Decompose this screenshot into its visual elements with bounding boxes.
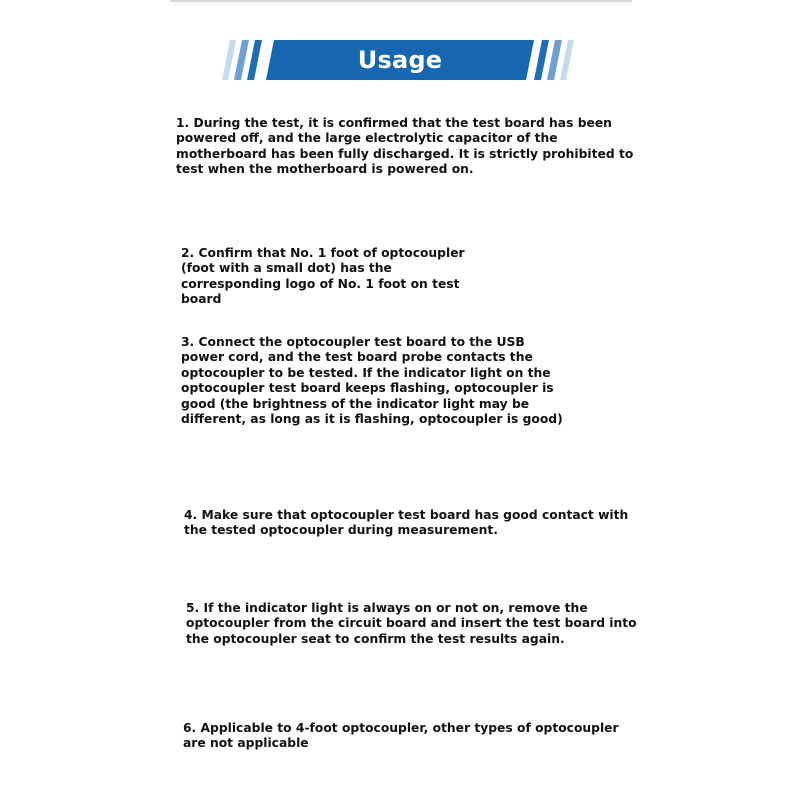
usage-banner	[222, 40, 578, 80]
step-6-text: 6. Applicable to 4-foot optocoupler, other types of optocoupler are not applicable	[183, 721, 619, 751]
page-title: Usage	[357, 46, 443, 74]
top-divider	[170, 0, 632, 2]
step-4-text: 4. Make sure that optocoupler test board has good contact with the tested optocoupler during measurement.	[184, 508, 629, 538]
step-2-text: 2. Confirm that No. 1 foot of optocoupler (foot with a small dot) has the corresponding logo of No. 1 foot on test board	[181, 246, 465, 307]
step-5-text: 5. If the indicator light is always on or not on, remove the optocoupler from the circuit board and insert the test board into the optocoupler seat to confirm the test results again.	[186, 601, 637, 646]
step-3-text: 3. Connect the optocoupler test board to the USB power cord, and the test board probe contacts the optocoupler to be tested. If the indicator light on the optocoupler test board keeps flashing, optocoupler is good (the brightness of the indicator light may be different, as long as it is flashing, optocoupler is good)	[181, 335, 563, 427]
step-1-text: 1. During the test, it is confirmed that the test board has been powered off, and the large electrolytic capacitor of the motherboard has been fully discharged. It is strictly prohibited to test when the motherboard is powered on.	[176, 116, 634, 177]
